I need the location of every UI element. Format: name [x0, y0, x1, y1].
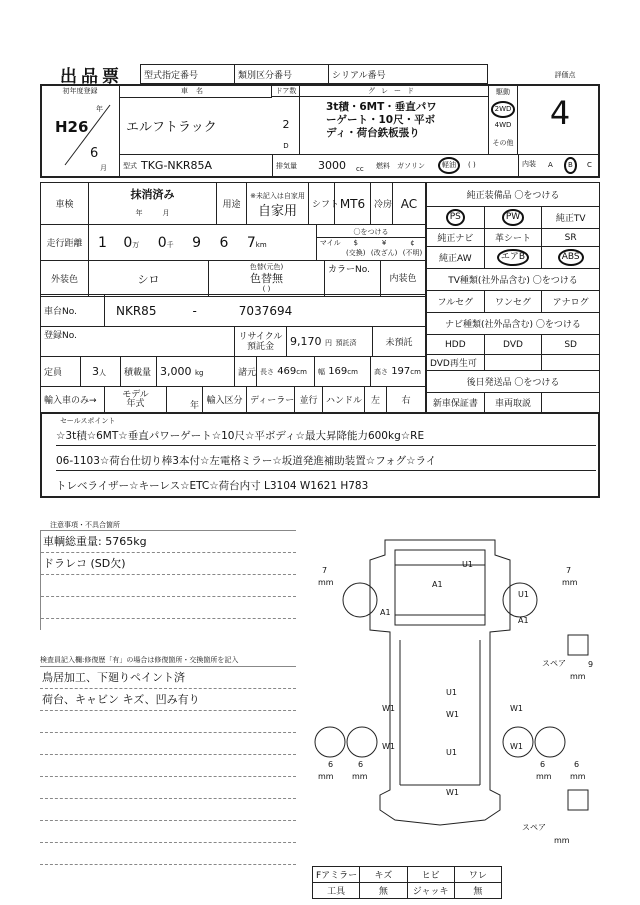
fuel-label: 燃料	[376, 162, 390, 170]
reg-era: H26	[55, 118, 89, 136]
vehicle-details: 車検 抹消済み 年 月 用途 ※未記入は自家用 自家用 シフト MT6 冷房 AC	[40, 182, 426, 225]
cc: cc	[356, 165, 364, 173]
reg-month: 6	[90, 146, 99, 161]
load: 3,000	[160, 365, 192, 378]
sales-line-1: ☆3t積☆6MT☆垂直パワーゲート☆10尺☆平ボディ☆最大昇降能力600kg☆RE	[56, 428, 596, 446]
notes-box	[40, 530, 296, 630]
model: TKG-NKR85A	[141, 159, 213, 172]
fuel-diesel: 軽油	[438, 157, 460, 174]
inspector-label: 検査員記入欄:修復歴「有」の場合は修復箇所・交換箇所を記入	[40, 656, 239, 664]
header-codes: 型式指定番号 類別区分番号 シリアル番号	[140, 64, 488, 84]
chassis-number: 7037694	[238, 303, 293, 318]
first-reg-label: 初年度登録	[62, 87, 98, 95]
page-title: 出品票	[60, 67, 123, 87]
name-label: 車名	[181, 87, 211, 95]
registration-row: 登録No. リサイクル 預託金 9,170 円 預託済 未預託	[40, 326, 426, 357]
car-name: エルフトラック	[126, 120, 217, 135]
digit: 1	[98, 234, 107, 251]
rating-label: 評価点	[554, 71, 576, 79]
use: 自家用	[257, 203, 297, 219]
note-line: 車輌総重量: 5765kg	[43, 535, 147, 548]
note-line: ドラレコ (SD欠)	[43, 557, 126, 570]
drive-4wd: 4WD	[494, 121, 512, 129]
drive-label: 駆動	[496, 88, 510, 96]
ac: AC	[393, 183, 426, 225]
drive-2wd: 2WD	[491, 101, 516, 118]
int-b: B	[564, 157, 577, 174]
footer-table: Fアミラー キズ ヒビ ワレ 工具 無 ジャッキ 無	[312, 866, 502, 899]
chassis-row: 車台No. NKR85 - 7037694	[40, 294, 426, 327]
sales-line-3: トレベライザー☆キーレス☆ETC☆荷台内寸 L3104 W1621 H783	[56, 480, 369, 492]
disp-label: 排気量	[276, 162, 297, 170]
interior-label: 内装	[522, 160, 536, 168]
shift: MT6	[335, 183, 371, 225]
grade: 3t積・6MT・垂直パワ ーゲート・10尺・平ボ ディ・荷台鉄板張り	[326, 101, 437, 139]
slash-line	[60, 100, 115, 170]
sales-line-2: 06-1103☆荷台仕切り棒3本付☆左電格ミラー☆坂道発進補助装置☆フォグ☆ライ	[56, 453, 596, 471]
doors-label: ドア数	[272, 86, 300, 97]
import-row: 輸入車のみ→ モデル 年式 年 輸入区分 ディーラー 並行 ハンドル 左 右	[40, 386, 426, 413]
sales-label: セールスポイント	[60, 417, 116, 425]
drive-other: その他	[492, 139, 514, 147]
fuel-paren: ( )	[468, 161, 476, 169]
diagram-labels: 7 mm 7 mm スペア 9 mm 6 mm 6 mm 6 mm 6 mm スペア mm U1 U1 A1 A1 A1 U1 W1 W1 W1 W1 U1 W1 W1	[318, 560, 594, 845]
options-table: 純正装備品 〇をつける PS PW 純正TV 純正ナビ 革シート SR 純正AW エアB ABS TV種類(社外品含む) 〇をつける フルセグ ワンセグ アナログ ナビ種類(社外品含む) 〇をつける HDD DVD SD DVD再生可 後日発送品 〇をつける 新車保証書 車両取説	[426, 182, 600, 413]
inspector-box: 鳥居加工、下廻りペイント済 荷台、キャビン キズ、凹み有り	[40, 666, 296, 865]
color-row: 外装色 シロ 色替(元色) 色替無 ( ) カラーNo. 内装色	[40, 260, 426, 297]
rating: 4	[549, 94, 571, 132]
doors: 2	[282, 118, 290, 131]
doors-suffix: D	[283, 142, 289, 150]
notes-label: 注意事項・不具合箇所	[50, 521, 120, 529]
year-suffix: 年	[96, 105, 103, 113]
int-c: C	[587, 161, 592, 169]
model-label: 型式	[123, 162, 137, 170]
grade-label: グレード	[300, 86, 488, 97]
inspection-status: 抹消済み	[130, 187, 175, 201]
month-suffix: 月	[100, 164, 107, 172]
fuel-gas: ガソリン	[397, 162, 425, 170]
int-a: A	[548, 161, 553, 169]
mileage-row: 走行距離 1 0万 0千 9 6 7km 〇をつける マイル $ (交換) ¥ (改ざん) ¢ (不明)	[40, 224, 426, 261]
displacement: 3000	[318, 159, 346, 172]
recycle-fee: 9,170	[290, 335, 322, 348]
exterior-color: シロ	[89, 261, 209, 297]
capacity-row: 定員 3人 積載量 3,000 kg 諸元 長さ 469cm 幅 169cm 高さ 197cm	[40, 356, 426, 387]
